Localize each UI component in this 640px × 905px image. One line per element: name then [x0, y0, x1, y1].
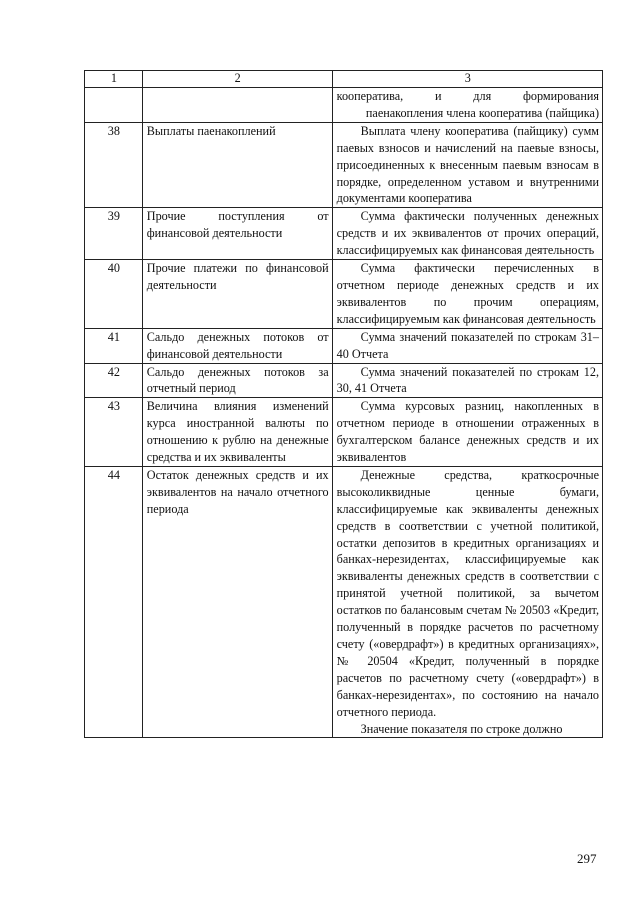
row-number: 41 — [85, 328, 143, 363]
table-row — [85, 363, 603, 398]
table-header-row — [85, 71, 603, 88]
column-header: 1 — [85, 71, 143, 88]
row-indicator-name: Прочие поступления от финансовой деятельности — [142, 208, 332, 260]
indicators-table — [84, 70, 603, 738]
row-indicator-name: Сальдо денежных потоков от финансовой деятельности — [142, 328, 332, 363]
column-header: 3 — [332, 71, 602, 88]
row-description: Сумма фактически полученных денежных средств и их эквивалентов от прочих операций, классифицируемых как финансовая деятельность — [336, 209, 599, 258]
row-description: Выплата члену кооператива (пайщику) сумм паевых взносов и начислений на паевые взносы, присоединенных к внесенным паевым взносам в порядке, определенном уставом и внутренними документами кооператива — [336, 123, 599, 206]
row-description: Сумма значений показателей по строкам 31–40 Отчета — [336, 329, 599, 361]
table-row — [85, 122, 603, 208]
row-number: 42 — [85, 363, 143, 398]
table-row — [85, 328, 603, 363]
row-number: 43 — [85, 398, 143, 467]
table-row-continuation — [85, 88, 603, 123]
row-number: 44 — [85, 466, 143, 738]
table-row — [85, 398, 603, 467]
table-row — [85, 260, 603, 329]
row-description: Сумма курсовых разниц, накопленных в отчетном периоде в отношении отраженных в бухгалтерском балансе денежных средств и их эквивалентов — [336, 399, 599, 465]
row-number: 38 — [85, 122, 143, 208]
row-indicator-name: Прочие платежи по финансовой деятельности — [142, 260, 332, 329]
table-row — [85, 208, 603, 260]
row-indicator-name: Выплаты паенакоплений — [142, 122, 332, 208]
row-number: 40 — [85, 260, 143, 329]
row-indicator-name: Сальдо денежных потоков за отчетный период — [142, 363, 332, 398]
row-description-continued: Значение показателя по строке должно — [360, 721, 563, 736]
table-row — [85, 466, 603, 738]
row-description: Денежные средства, краткосрочные высоколиквидные ценные бумаги, классифицируемые как эквиваленты денежных средств в соответствии с учетной политикой, остатки депозитов в кредитных организациях и банках-нерезидентах, классифицируемые как эквиваленты денежных средств в соответствии с принятой учетной политикой, за вычетом остатков по балансовым счетам № 20503 «Кредит, полученный в порядке расчетов по расчетному счету («овердрафт») в кредитных организациях», № 20504 «Кредит, полученный в порядке расчетов по расчетному счету («овердрафт») в банках-нерезидентах», по состоянию на начало отчетного периода. — [336, 467, 599, 719]
continuation-line: паенакопления члена кооператива (пайщика) — [365, 105, 599, 120]
page-number: 297 — [577, 851, 597, 866]
continuation-line: кооператива, и для формирования — [336, 89, 599, 103]
row-indicator-name: Величина влияния изменений курса иностранной валюты по отношению к рублю на денежные средства и их эквиваленты — [142, 398, 332, 467]
row-number: 39 — [85, 208, 143, 260]
row-description: Сумма значений показателей по строкам 12, 30, 41 Отчета — [336, 364, 599, 396]
row-indicator-name: Остаток денежных средств и их эквивалентов на начало отчетного периода — [142, 466, 332, 738]
row-description: Сумма фактически перечисленных в отчетном периоде денежных средств и их эквивалентов по прочим операциям, классифицируемым как финансовая деятельность — [336, 261, 599, 326]
column-header: 2 — [142, 71, 332, 88]
